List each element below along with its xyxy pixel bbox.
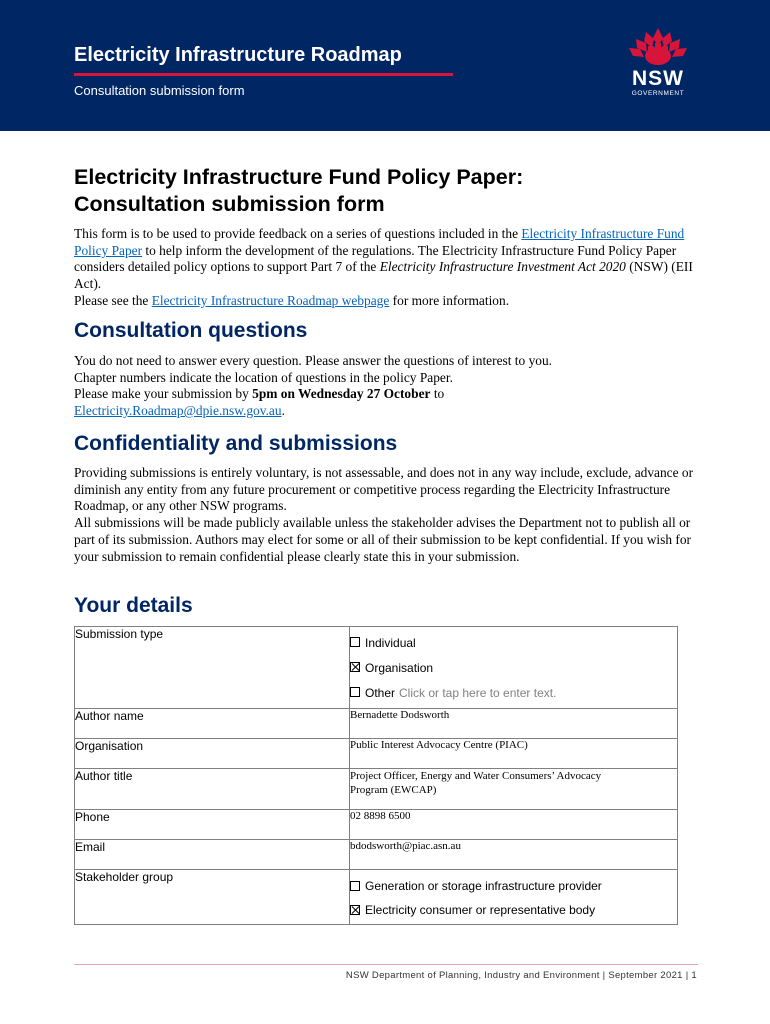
submission-deadline: 5pm on Wednesday 27 October bbox=[252, 386, 431, 402]
checkbox-checked-icon[interactable] bbox=[350, 905, 360, 915]
phone-label: Phone bbox=[75, 810, 350, 840]
author-name-value[interactable]: Bernadette Dodsworth bbox=[350, 709, 678, 739]
banner-title: Electricity Infrastructure Roadmap bbox=[74, 44, 402, 66]
banner-divider bbox=[74, 73, 453, 76]
author-title-label: Author title bbox=[75, 769, 350, 810]
email-label: Email bbox=[75, 840, 350, 870]
consultation-line-2: Chapter numbers indicate the location of questions in the policy Paper. bbox=[74, 369, 453, 385]
option-other[interactable] bbox=[350, 680, 677, 705]
phone-value[interactable]: 02 8898 6500 bbox=[350, 810, 678, 840]
header-banner bbox=[0, 0, 770, 131]
option-individual-label: Individual bbox=[365, 635, 416, 650]
policy-paper-link[interactable]: Electricity Infrastructure Fund Policy Paper bbox=[74, 226, 685, 258]
organisation-value[interactable]: Public Interest Advocacy Centre (PIAC) bbox=[350, 739, 678, 769]
stakeholder-group-options bbox=[350, 870, 678, 925]
waratah-icon bbox=[618, 26, 698, 70]
option-organisation[interactable] bbox=[350, 655, 677, 680]
intro-text-5: for more information. bbox=[389, 292, 510, 308]
table-row bbox=[75, 739, 678, 769]
page-footer: NSW Department of Planning, Industry and Environment | September 2021 | 1 bbox=[345, 970, 697, 981]
footer-divider bbox=[74, 964, 698, 965]
logo-nsw-text: NSW bbox=[632, 67, 684, 90]
confidentiality-text-2: All submissions will be made publicly available unless the stakeholder advises the Department not to publish all or part of its submission. Authors may elect for some or all of their submission to be kept confidential. If you wish for your submission to remain confidential please clearly state this in your submission. bbox=[74, 515, 691, 564]
option-generation-label: Generation or storage infrastructure provider bbox=[365, 879, 602, 893]
submission-type-options bbox=[350, 627, 678, 709]
intro-text-1: This form is to be used to provide feedback on a series of questions included in the bbox=[74, 226, 522, 241]
confidentiality-text-1: Providing submissions is entirely voluntary, is not assessable, and does not in any way include, exclude, advance or diminish any entity from any future procurement or competitive process regarding the Electricity Infrastructure Roadmap, or any other NSW programs. bbox=[74, 465, 694, 514]
consultation-line-3-end: to bbox=[430, 386, 445, 402]
your-details-heading: Your details bbox=[74, 594, 193, 617]
author-title-value[interactable]: Project Officer, Energy and Water Consumers’ Advocacy Program (EWCAP) bbox=[350, 769, 678, 810]
intro-text-2: to help inform the development of the regulations. The Electricity Infrastructure Fund Policy Paper considers detailed policy options to support Part 7 of the bbox=[74, 242, 677, 275]
option-electricity-consumer[interactable] bbox=[350, 898, 677, 922]
checkbox-unchecked-icon[interactable] bbox=[350, 687, 360, 697]
organisation-label: Organisation bbox=[75, 739, 350, 769]
submission-email-link[interactable]: Electricity.Roadmap@dpie.nsw.gov.au bbox=[74, 403, 282, 419]
table-row bbox=[75, 627, 678, 709]
nsw-government-logo bbox=[618, 26, 698, 104]
submission-type-label: Submission type bbox=[75, 627, 350, 709]
consultation-period: . bbox=[281, 403, 285, 419]
intro-text-4: Please see the bbox=[74, 292, 152, 308]
other-text-field[interactable]: Click or tap here to enter text. bbox=[399, 685, 557, 700]
stakeholder-group-label: Stakeholder group bbox=[75, 870, 350, 925]
document-title-line-2: Consultation submission form bbox=[74, 192, 385, 216]
consultation-line-1: You do not need to answer every question. Please answer the questions of interest to you. bbox=[74, 353, 553, 368]
table-row bbox=[75, 709, 678, 739]
table-row bbox=[75, 810, 678, 840]
option-individual[interactable] bbox=[350, 630, 677, 655]
confidentiality-paragraph bbox=[74, 465, 700, 565]
intro-text-3: (NSW) (EII Act). bbox=[74, 259, 693, 292]
option-consumer-label: Electricity consumer or representative body bbox=[365, 903, 596, 917]
document-title-line-1: Electricity Infrastructure Fund Policy Paper: bbox=[74, 165, 524, 189]
consultation-heading: Consultation questions bbox=[74, 319, 308, 342]
option-organisation-label: Organisation bbox=[365, 660, 434, 675]
details-table bbox=[74, 626, 678, 925]
banner-subtitle: Consultation submission form bbox=[74, 83, 245, 98]
document-title bbox=[74, 164, 694, 218]
roadmap-webpage-link[interactable]: Electricity Infrastructure Roadmap webpage bbox=[151, 292, 390, 308]
checkbox-checked-icon[interactable] bbox=[350, 662, 360, 672]
author-name-label: Author name bbox=[75, 709, 350, 739]
table-row bbox=[75, 870, 678, 925]
logo-government-text: GOVERNMENT bbox=[631, 90, 685, 97]
consultation-paragraph bbox=[74, 353, 700, 420]
option-other-label: Other bbox=[365, 685, 396, 700]
act-name: Electricity Infrastructure Investment Act 2020 bbox=[379, 259, 626, 275]
table-row bbox=[75, 840, 678, 870]
consultation-line-3: Please make your submission by bbox=[74, 386, 253, 402]
email-value[interactable]: bdodsworth@piac.asn.au bbox=[350, 840, 678, 870]
confidentiality-heading: Confidentiality and submissions bbox=[74, 432, 398, 455]
table-row bbox=[75, 769, 678, 810]
option-generation-provider[interactable] bbox=[350, 874, 677, 898]
checkbox-unchecked-icon[interactable] bbox=[350, 637, 360, 647]
intro-paragraph bbox=[74, 226, 700, 310]
checkbox-unchecked-icon[interactable] bbox=[350, 881, 360, 891]
